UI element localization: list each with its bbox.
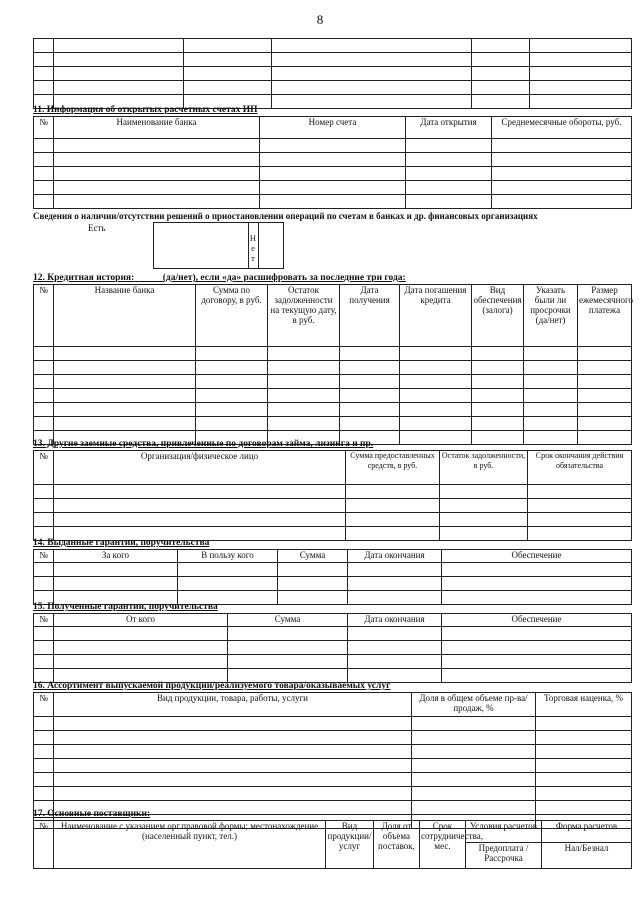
- table-row: [34, 403, 632, 417]
- col-product-type: Вид продукции, товара, работы, услуги: [54, 693, 412, 717]
- table-cell[interactable]: [524, 375, 578, 389]
- credit-history-table: [33, 284, 632, 445]
- bank-accounts-table: [33, 116, 632, 209]
- col-share: Доля в общем объеме пр-ва/продаж, %: [412, 693, 536, 717]
- table-cell[interactable]: [184, 53, 272, 67]
- table-cell[interactable]: [54, 361, 196, 375]
- table-row: [34, 513, 632, 527]
- section-11: [33, 104, 631, 269]
- table-cell[interactable]: [536, 745, 632, 759]
- col-supply-share: Доля от объема поставок,: [374, 821, 420, 869]
- table-cell[interactable]: [412, 759, 536, 773]
- table-cell[interactable]: [54, 627, 228, 641]
- table-cell[interactable]: [578, 361, 632, 375]
- continuation-table-section: [33, 38, 631, 109]
- table-cell[interactable]: [400, 375, 472, 389]
- table-cell[interactable]: [536, 787, 632, 801]
- table-cell[interactable]: [34, 181, 54, 195]
- section-17-title: 17. Основные поставщики:: [33, 809, 151, 819]
- table-cell[interactable]: [260, 181, 406, 195]
- table-cell[interactable]: [34, 745, 54, 759]
- section-16-title: 16. Ассортимент выпускаемой продукции/реализуемого товара/оказываемых услуг: [33, 681, 391, 691]
- table-cell[interactable]: [400, 361, 472, 375]
- table-cell[interactable]: [346, 485, 440, 499]
- table-row: [34, 655, 632, 669]
- table-cell[interactable]: [268, 375, 340, 389]
- table-cell[interactable]: [54, 67, 184, 81]
- table-cell[interactable]: [184, 39, 272, 53]
- other-loans-body: [34, 485, 632, 541]
- table-cell[interactable]: [530, 53, 632, 67]
- section-12-title-rest: (да/нет), если «да» расшифровать за последние три года:: [162, 273, 406, 283]
- section-13-title: 13. Другие заемные средства, привлеченные по договорам займа, лизинга и пр.: [33, 439, 374, 449]
- table-cell[interactable]: [530, 39, 632, 53]
- table-cell[interactable]: [406, 195, 492, 209]
- section-12-title-main: 12. Кредитная история:: [33, 273, 135, 283]
- col-payment-terms: Условия расчетов: [466, 821, 542, 843]
- table-row: [34, 67, 632, 81]
- table-cell[interactable]: [442, 641, 632, 655]
- table-row: [34, 563, 632, 577]
- table-row: [34, 53, 632, 67]
- col-from-whom: От кого: [54, 614, 228, 627]
- col-number: №: [34, 117, 54, 139]
- yes-checkbox[interactable]: [153, 223, 248, 269]
- col-overdue: Указать были ли просрочки (да/нет): [524, 285, 578, 347]
- table-cell[interactable]: [54, 139, 260, 153]
- table-cell[interactable]: [340, 389, 400, 403]
- table-cell[interactable]: [340, 375, 400, 389]
- table-cell[interactable]: [400, 403, 472, 417]
- table-row: [34, 375, 632, 389]
- table-row: [34, 499, 632, 513]
- table-row: [34, 717, 632, 731]
- table-cell[interactable]: [472, 347, 524, 361]
- table-cell[interactable]: [54, 731, 412, 745]
- table-cell[interactable]: [228, 655, 348, 669]
- table-cell[interactable]: [348, 655, 442, 669]
- table-row: [34, 787, 632, 801]
- table-cell[interactable]: [536, 773, 632, 787]
- table-cell[interactable]: [340, 417, 400, 431]
- table-cell[interactable]: [406, 139, 492, 153]
- col-supplier-name: Наименование с указанием орг.правовой формы; местонахождение (населенный пункт, тел.): [54, 821, 326, 869]
- table-cell[interactable]: [184, 67, 272, 81]
- col-repay-date: Дата погашения кредита: [400, 285, 472, 347]
- table-cell[interactable]: [54, 759, 412, 773]
- table-cell[interactable]: [412, 745, 536, 759]
- table-cell[interactable]: [412, 787, 536, 801]
- issued-guarantees-body: [34, 563, 632, 605]
- col-debt-balance: Остаток задолженности, в руб.: [440, 451, 528, 485]
- table-cell[interactable]: [34, 67, 54, 81]
- table-cell[interactable]: [54, 417, 196, 431]
- table-cell[interactable]: [34, 389, 54, 403]
- table-cell[interactable]: [228, 627, 348, 641]
- suspension-note: Сведения о наличии/отсутствии решений о приостановлении операций по счетам в банках и др. финансовых организациях: [33, 211, 538, 221]
- received-guarantees-body: [34, 627, 632, 683]
- table-cell[interactable]: [54, 153, 260, 167]
- table-cell[interactable]: [348, 627, 442, 641]
- table-cell[interactable]: [54, 641, 228, 655]
- table-row: [34, 759, 632, 773]
- table-row: [34, 417, 632, 431]
- section-14: [33, 537, 631, 605]
- table-cell[interactable]: [278, 577, 348, 591]
- table-cell[interactable]: [34, 139, 54, 153]
- table-cell[interactable]: [54, 563, 178, 577]
- table-row: [34, 641, 632, 655]
- table-cell[interactable]: [54, 195, 260, 209]
- table-row: [34, 389, 632, 403]
- table-cell[interactable]: [54, 81, 184, 95]
- col-number: №: [34, 285, 54, 347]
- col-security: Обеспечение: [442, 550, 632, 563]
- col-number: №: [34, 451, 54, 485]
- continuation-table: [33, 38, 632, 109]
- table-cell[interactable]: [440, 513, 528, 527]
- table-row: [34, 153, 632, 167]
- col-receive-date: Дата получения: [340, 285, 400, 347]
- table-cell[interactable]: [472, 361, 524, 375]
- table-cell[interactable]: [34, 787, 54, 801]
- table-cell[interactable]: [406, 181, 492, 195]
- table-cell[interactable]: [440, 499, 528, 513]
- table-cell[interactable]: [268, 347, 340, 361]
- table-row: [34, 139, 632, 153]
- col-contract-sum: Сумма по договору, в руб.: [196, 285, 268, 347]
- table-cell[interactable]: [54, 181, 260, 195]
- table-cell[interactable]: [524, 403, 578, 417]
- table-cell[interactable]: [54, 389, 196, 403]
- table-cell[interactable]: [34, 641, 54, 655]
- table-cell[interactable]: [472, 81, 530, 95]
- col-number: №: [34, 693, 54, 717]
- col-end-date: Дата окончания: [348, 550, 442, 563]
- section-12-title: [33, 272, 631, 284]
- page-number: 8: [316, 12, 324, 27]
- table-cell[interactable]: [54, 39, 184, 53]
- col-number: №: [34, 821, 54, 869]
- table-cell[interactable]: [34, 485, 54, 499]
- table-cell[interactable]: [54, 53, 184, 67]
- table-row: [34, 361, 632, 375]
- continuation-table-body: [34, 39, 632, 109]
- table-cell[interactable]: [272, 53, 472, 67]
- table-cell[interactable]: [54, 577, 178, 591]
- credit-history-body: [34, 347, 632, 445]
- col-account-number: Номер счета: [260, 117, 406, 139]
- table-cell[interactable]: [472, 403, 524, 417]
- table-cell[interactable]: [528, 499, 632, 513]
- section-13: [33, 438, 631, 541]
- table-cell[interactable]: [472, 67, 530, 81]
- table-cell[interactable]: [272, 67, 472, 81]
- table-cell[interactable]: [34, 403, 54, 417]
- table-cell[interactable]: [412, 717, 536, 731]
- table-cell[interactable]: [528, 513, 632, 527]
- table-cell[interactable]: [578, 375, 632, 389]
- table-cell[interactable]: [346, 499, 440, 513]
- table-cell[interactable]: [524, 389, 578, 403]
- table-cell[interactable]: [524, 417, 578, 431]
- col-in-favor-of: В пользу кого: [178, 550, 278, 563]
- table-cell[interactable]: [54, 787, 412, 801]
- table-row: [34, 627, 632, 641]
- table-cell[interactable]: [492, 139, 632, 153]
- no-label: Н е т: [248, 223, 258, 269]
- bank-accounts-body: [34, 139, 632, 209]
- table-cell[interactable]: [442, 563, 632, 577]
- table-cell[interactable]: [228, 641, 348, 655]
- col-organization: Организация/физическое лицо: [54, 451, 346, 485]
- table-row: [34, 485, 632, 499]
- table-cell[interactable]: [54, 717, 412, 731]
- col-for-whom: За кого: [54, 550, 178, 563]
- table-cell[interactable]: [260, 153, 406, 167]
- table-cell[interactable]: [400, 389, 472, 403]
- table-cell[interactable]: [268, 403, 340, 417]
- table-row: [34, 181, 632, 195]
- table-cell[interactable]: [400, 417, 472, 431]
- table-cell[interactable]: [524, 347, 578, 361]
- table-cell[interactable]: [260, 139, 406, 153]
- table-cell[interactable]: [524, 361, 578, 375]
- suspension-table: [33, 222, 284, 269]
- col-avg-turnover: Среднемесячные обороты, руб.: [492, 117, 632, 139]
- col-provided-sum: Сумма предоставленных средств, в руб.: [346, 451, 440, 485]
- table-cell[interactable]: [406, 167, 492, 181]
- section-11-title: 11. Информация об открытых расчетных счетах ИП: [33, 105, 258, 115]
- table-cell[interactable]: [578, 347, 632, 361]
- section-15-title: 15. Полученные гарантии, поручительства: [33, 602, 218, 612]
- table-cell[interactable]: [492, 181, 632, 195]
- col-prepay-installment: Предоплата / Рассрочка: [466, 843, 542, 869]
- table-cell[interactable]: [348, 563, 442, 577]
- table-cell[interactable]: [530, 81, 632, 95]
- table-cell[interactable]: [472, 53, 530, 67]
- table-cell[interactable]: [34, 81, 54, 95]
- col-security: Обеспечение: [442, 614, 632, 627]
- table-cell[interactable]: [34, 167, 54, 181]
- table-cell[interactable]: [578, 403, 632, 417]
- table-cell[interactable]: [34, 153, 54, 167]
- table-cell[interactable]: [442, 577, 632, 591]
- table-cell[interactable]: [196, 361, 268, 375]
- table-cell[interactable]: [34, 773, 54, 787]
- table-cell[interactable]: [196, 375, 268, 389]
- table-cell[interactable]: [348, 577, 442, 591]
- received-guarantees-table: [33, 613, 632, 683]
- table-cell[interactable]: [34, 347, 54, 361]
- table-cell[interactable]: [472, 39, 530, 53]
- table-row: [34, 773, 632, 787]
- table-row: [34, 347, 632, 361]
- table-cell[interactable]: [196, 417, 268, 431]
- table-cell[interactable]: [34, 563, 54, 577]
- table-cell[interactable]: [260, 167, 406, 181]
- table-cell[interactable]: [268, 361, 340, 375]
- yes-label: Есть: [88, 222, 106, 233]
- col-open-date: Дата открытия: [406, 117, 492, 139]
- table-cell[interactable]: [196, 389, 268, 403]
- col-number: №: [34, 614, 54, 627]
- table-cell[interactable]: [184, 81, 272, 95]
- section-15: [33, 601, 631, 683]
- table-cell[interactable]: [406, 153, 492, 167]
- table-cell[interactable]: [578, 389, 632, 403]
- table-cell[interactable]: [34, 717, 54, 731]
- table-row: [34, 577, 632, 591]
- table-cell[interactable]: [492, 153, 632, 167]
- table-cell[interactable]: [34, 417, 54, 431]
- table-cell[interactable]: [178, 563, 278, 577]
- table-cell[interactable]: [536, 731, 632, 745]
- table-cell[interactable]: [260, 195, 406, 209]
- table-cell[interactable]: [340, 347, 400, 361]
- table-cell[interactable]: [472, 417, 524, 431]
- table-row: [34, 167, 632, 181]
- table-cell[interactable]: [54, 167, 260, 181]
- table-cell[interactable]: [472, 375, 524, 389]
- table-cell[interactable]: [278, 563, 348, 577]
- table-cell[interactable]: [268, 389, 340, 403]
- table-cell[interactable]: [442, 655, 632, 669]
- table-cell[interactable]: [34, 39, 54, 53]
- table-cell[interactable]: [268, 417, 340, 431]
- table-cell[interactable]: [34, 627, 54, 641]
- col-bank-name: Название банка: [54, 285, 196, 347]
- table-cell[interactable]: [492, 195, 632, 209]
- table-row: [34, 745, 632, 759]
- col-debt-balance: Остаток задолженности на текущую дату, в руб.: [268, 285, 340, 347]
- section-16: [33, 680, 631, 829]
- table-cell[interactable]: [528, 485, 632, 499]
- table-cell[interactable]: [34, 759, 54, 773]
- col-payment-form: Форма расчетов: [542, 821, 632, 843]
- table-cell[interactable]: [272, 39, 472, 53]
- table-cell[interactable]: [340, 403, 400, 417]
- section-17: [33, 808, 631, 869]
- table-cell[interactable]: [346, 513, 440, 527]
- table-cell[interactable]: [34, 577, 54, 591]
- table-cell[interactable]: [34, 655, 54, 669]
- col-markup: Торговая наценка, %: [536, 693, 632, 717]
- table-cell[interactable]: [54, 403, 196, 417]
- table-cell[interactable]: [340, 361, 400, 375]
- table-cell[interactable]: [530, 67, 632, 81]
- table-cell[interactable]: [412, 773, 536, 787]
- table-cell[interactable]: [472, 389, 524, 403]
- table-cell[interactable]: [196, 403, 268, 417]
- suppliers-table: [33, 820, 632, 869]
- col-end-date: Дата окончания: [348, 614, 442, 627]
- table-cell[interactable]: [54, 485, 346, 499]
- table-cell[interactable]: [54, 745, 412, 759]
- col-number: №: [34, 550, 54, 563]
- section-12: [33, 272, 631, 445]
- table-cell[interactable]: [178, 577, 278, 591]
- section-14-title: 14. Выданные гарантии, поручительства: [33, 538, 210, 548]
- table-cell[interactable]: [54, 499, 346, 513]
- table-cell[interactable]: [34, 499, 54, 513]
- table-cell[interactable]: [536, 717, 632, 731]
- table-cell[interactable]: [54, 655, 228, 669]
- table-cell[interactable]: [54, 513, 346, 527]
- table-cell[interactable]: [196, 347, 268, 361]
- col-end-date: Срок окончания действия обязательства: [528, 451, 632, 485]
- col-bank-name: Наименование банка: [54, 117, 260, 139]
- table-cell[interactable]: [34, 513, 54, 527]
- issued-guarantees-table: [33, 549, 632, 605]
- table-row: [34, 731, 632, 745]
- table-cell[interactable]: [442, 627, 632, 641]
- other-loans-table: [33, 450, 632, 541]
- col-cooperation-term: Срок сотрудничества, мес.: [420, 821, 466, 869]
- col-product-type: Вид продукции/услуг: [326, 821, 374, 869]
- table-cell[interactable]: [54, 773, 412, 787]
- col-sum: Сумма: [228, 614, 348, 627]
- table-cell[interactable]: [34, 375, 54, 389]
- table-cell[interactable]: [272, 81, 472, 95]
- table-cell[interactable]: [536, 759, 632, 773]
- col-monthly-payment: Размер ежемесячного платежа: [578, 285, 632, 347]
- table-row: [34, 39, 632, 53]
- col-sum: Сумма: [278, 550, 348, 563]
- table-cell[interactable]: [34, 53, 54, 67]
- no-checkbox[interactable]: [258, 223, 283, 269]
- table-cell[interactable]: [54, 375, 196, 389]
- col-collateral-type: Вид обеспечения (залога): [472, 285, 524, 347]
- table-cell[interactable]: [400, 347, 472, 361]
- table-cell[interactable]: [34, 731, 54, 745]
- table-cell[interactable]: [54, 347, 196, 361]
- table-cell[interactable]: [34, 361, 54, 375]
- table-cell[interactable]: [34, 195, 54, 209]
- table-cell[interactable]: [578, 417, 632, 431]
- table-cell[interactable]: [348, 641, 442, 655]
- table-cell[interactable]: [440, 485, 528, 499]
- col-cash-cashless: Нал/Безнал: [542, 843, 632, 869]
- table-cell[interactable]: [492, 167, 632, 181]
- table-row: [34, 81, 632, 95]
- table-row: [34, 195, 632, 209]
- table-cell[interactable]: [412, 731, 536, 745]
